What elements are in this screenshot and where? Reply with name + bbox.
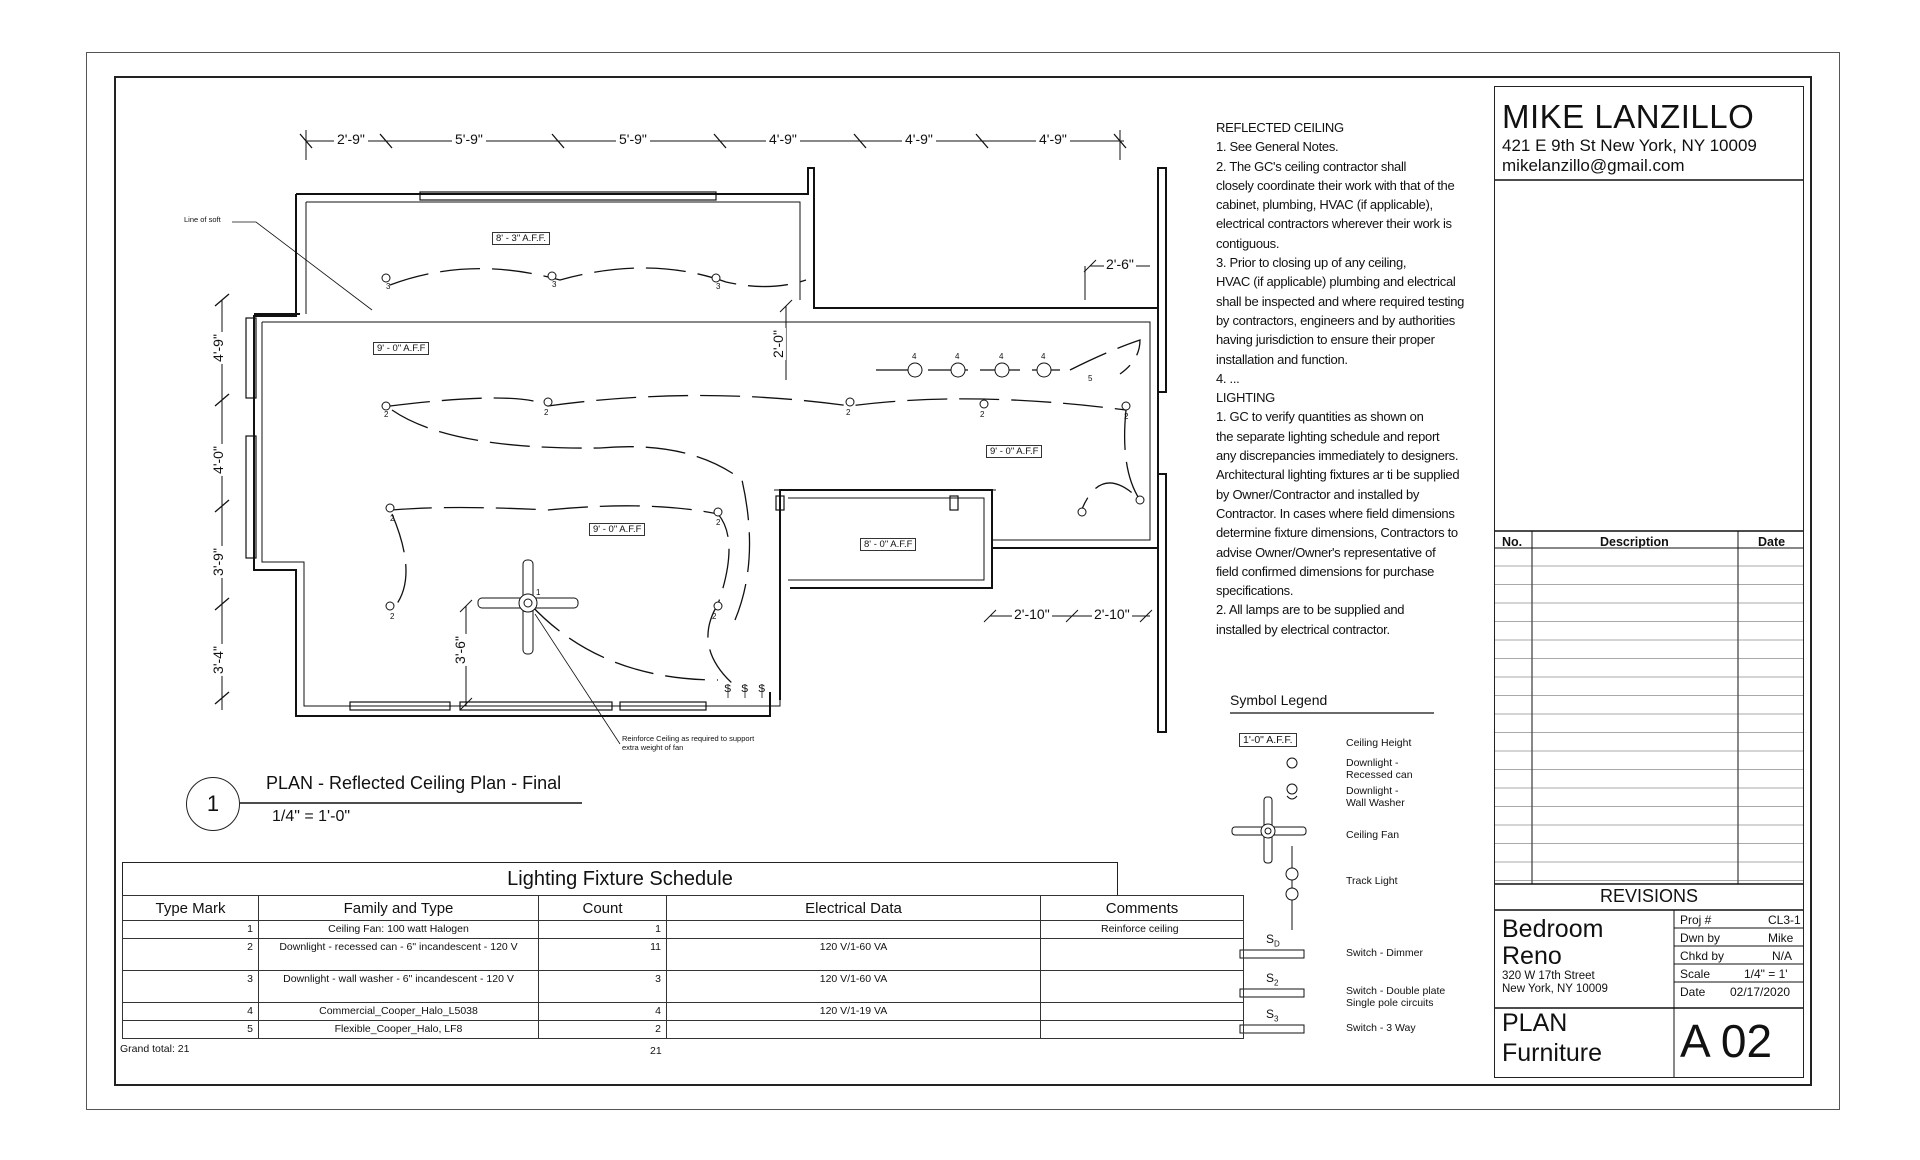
schedule-cell: Commercial_Cooper_Halo_L5038 <box>259 1003 539 1021</box>
note-line: HVAC (if applicable) plumbing and electrical <box>1216 274 1456 290</box>
scale-value: 1/4" = 1' <box>1744 967 1788 981</box>
schedule-footer <box>122 1039 1118 1059</box>
mark-2-g: 2 <box>716 518 721 527</box>
fixture-track-2 <box>951 363 965 377</box>
mark-2-c: 2 <box>846 408 851 417</box>
legend-label-wash-1: Downlight - <box>1346 785 1399 797</box>
mark-4-d: 4 <box>1041 352 1046 361</box>
schedule-cell: Flexible_Cooper_Halo, LF8 <box>259 1021 539 1039</box>
schedule-cell: Downlight - recessed can - 6" incandescent - 120 V <box>259 939 539 971</box>
wall-upper-left <box>254 194 770 716</box>
switch-leg-track <box>1070 340 1140 374</box>
ceiling-fan-symbol <box>478 560 578 654</box>
mark-1: 1 <box>536 588 541 597</box>
note-line: electrical contractors wherever their work is <box>1216 216 1452 232</box>
dim-left-1: 4'-9" <box>209 334 226 362</box>
schedule-cell <box>667 1021 1041 1039</box>
note-line: specifications. <box>1216 583 1294 599</box>
switch-leg-right <box>1080 410 1140 514</box>
note-line: by contractors, engineers and by authorities <box>1216 312 1455 328</box>
note-line: advise Owner/Owner's representative of <box>1216 544 1436 560</box>
legend-label-track: Track Light <box>1346 875 1398 887</box>
mark-2-a: 2 <box>384 410 389 419</box>
legend-label-dimmer: Switch - Dimmer <box>1346 947 1424 959</box>
note-line: 2. All lamps are to be supplied and <box>1216 602 1405 618</box>
fixture-can-2 <box>544 398 552 406</box>
legend-switch-s-3: $S_3$ <box>1266 1007 1279 1024</box>
note-line: REFLECTED CEILING <box>1216 120 1344 135</box>
dim-top-6: 4'-9" <box>1036 131 1070 147</box>
mark-2-f: 2 <box>390 514 395 523</box>
schedule-header-count: Count <box>539 896 667 921</box>
mark-2-e: 2 <box>1124 412 1129 421</box>
note-line: LIGHTING <box>1216 390 1275 406</box>
mark-3-c: 3 <box>716 282 721 291</box>
revision-header-description: Description <box>1600 535 1669 549</box>
legend-ceiling-tag: 1'-0" A.F.F. <box>1239 733 1297 747</box>
wall-left-inner <box>262 322 780 706</box>
mark-5: 5 <box>1088 374 1093 383</box>
note-line: shall be inspected and where required testing <box>1216 293 1465 309</box>
legend-switch-s-2: $S_2$ <box>1266 971 1279 988</box>
schedule-header-electrical: Electrical Data <box>667 896 1041 921</box>
mark-4-a: 4 <box>912 352 917 361</box>
wall-upper-room <box>296 168 1158 308</box>
schedule-cell <box>1041 1021 1244 1039</box>
revisions-title: REVISIONS <box>1599 886 1699 906</box>
sheet-number: A 02 <box>1680 1015 1773 1067</box>
view-scale: 1/4" = 1'-0" <box>272 808 351 825</box>
schedule-cell <box>1041 971 1244 1003</box>
note-line: installation and function. <box>1216 351 1348 367</box>
legend-label-double-1: Switch - Double plate <box>1346 985 1446 997</box>
leader-soffit <box>232 222 372 310</box>
schedule-header-type-mark: Type Mark <box>123 896 259 921</box>
schedule-cell <box>1041 939 1244 971</box>
dim-top-5: 4'-9" <box>902 131 936 147</box>
note-line: by Owner/Contractor and installed by <box>1216 486 1420 502</box>
note-line: contiguous. <box>1216 235 1280 251</box>
legend-label-fan: Ceiling Fan <box>1346 829 1400 841</box>
scale-label: Scale <box>1680 967 1711 981</box>
legend-label-double-2: Single pole circuits <box>1346 997 1434 1009</box>
chkd-label: Chkd by <box>1680 949 1725 963</box>
firm-name: MIKE LANZILLO <box>1502 98 1755 135</box>
schedule-grand-total: Grand total: 21 <box>120 1043 190 1055</box>
note-line: cabinet, plumbing, HVAC (if applicable), <box>1216 197 1433 213</box>
wall-east-b <box>1158 474 1166 732</box>
note-line: any discrepancies immediately to designers. <box>1216 448 1459 464</box>
switch-symbol-1: S <box>724 683 732 695</box>
legend-label-wash-2: Wall Washer <box>1346 797 1405 809</box>
dim-top-1: 2'-9" <box>334 131 368 147</box>
schedule-cell: 1 <box>123 921 259 939</box>
firm-email: mikelanzillo@gmail.com <box>1502 156 1685 175</box>
dwn-value: Mike <box>1768 931 1794 945</box>
legend-title: Symbol Legend <box>1230 692 1328 708</box>
schedule-cell: Reinforce ceiling <box>1041 921 1244 939</box>
firm-address: 421 E 9th St New York, NY 10009 <box>1502 136 1757 155</box>
lighting-fixture-schedule <box>120 862 1179 1059</box>
dim-left-2: 4'-0" <box>209 446 226 474</box>
schedule-cell: 120 V/1-60 VA <box>667 971 1041 1003</box>
schedule-cell: 4 <box>123 1003 259 1021</box>
project-name-line-2: Reno <box>1502 942 1562 970</box>
revision-header-date: Date <box>1758 535 1786 549</box>
schedule-row <box>123 1003 1244 1021</box>
note-line: closely coordinate their work with that of the <box>1216 177 1455 193</box>
schedule-cell: 2 <box>123 939 259 971</box>
note-line: the separate lighting schedule and report <box>1216 428 1440 444</box>
schedule-cell: 4 <box>539 1003 667 1021</box>
legend-switch-3way-icon <box>1240 1025 1304 1033</box>
wall-closet <box>780 490 992 700</box>
date-label: Date <box>1680 985 1706 999</box>
fixture-track-3 <box>995 363 1009 377</box>
project-address-line-1: 320 W 17th Street <box>1502 970 1595 982</box>
dim-2-6: 2'-6" <box>1106 256 1134 272</box>
schedule-header-family: Family and Type <box>259 896 539 921</box>
wall-right <box>992 308 1158 548</box>
date-value: 02/17/2020 <box>1730 985 1791 999</box>
schedule-cell: 3 <box>539 971 667 1003</box>
leader-reinforce <box>535 614 620 744</box>
dim-top-3: 5'-9" <box>616 131 650 147</box>
legend-recessed-icon <box>1287 758 1297 768</box>
legend-switch-dimmer-icon <box>1240 950 1304 958</box>
schedule-header-comments: Comments <box>1041 896 1244 921</box>
fixture-track-1 <box>908 363 922 377</box>
legend-wash-icon <box>1287 784 1297 794</box>
note-line: installed by electrical contractor. <box>1216 621 1390 637</box>
mark-3-a: 3 <box>386 282 391 291</box>
schedule-table <box>122 895 1244 1039</box>
note-line: Architectural lighting fixtures ar ti be supplied <box>1216 467 1460 483</box>
note-line: determine fixture dimensions, Contractors to <box>1216 525 1458 541</box>
schedule-total-count: 21 <box>650 1045 662 1057</box>
mark-3-b: 3 <box>552 280 557 289</box>
chkd-value: N/A <box>1772 949 1793 963</box>
fixture-can-8 <box>386 602 394 610</box>
fixture-can-10 <box>1078 508 1086 516</box>
note-line: Contractor. In cases where field dimensions <box>1216 505 1455 521</box>
sheet-title <box>1502 1008 1602 1068</box>
mark-4-b: 4 <box>955 352 960 361</box>
project-address <box>1502 970 1608 996</box>
note-line: 1. See General Notes. <box>1216 139 1339 155</box>
legend-label-3way: Switch - 3 Way <box>1346 1022 1416 1034</box>
schedule-row <box>123 971 1244 1003</box>
schedule-row <box>123 921 1244 939</box>
switch-symbol-3: S <box>758 683 766 695</box>
note-line: 1. GC to verify quantities as shown on <box>1216 409 1424 425</box>
schedule-cell <box>1041 1003 1244 1021</box>
fixture-can-4 <box>980 400 988 408</box>
dim-left-4: 3'-4" <box>209 646 226 674</box>
mark-2-i: 2 <box>712 612 717 621</box>
reinforce-note-1: Reinforce Ceiling as required to support <box>622 734 755 743</box>
schedule-cell: 120 V/1-60 VA <box>667 939 1041 971</box>
fixture-can-7 <box>714 508 722 516</box>
fixture-can-9 <box>714 602 722 610</box>
project-name-line-1: Bedroom <box>1502 915 1604 943</box>
legend-track-icon <box>1286 846 1298 930</box>
schedule-row <box>123 1021 1244 1039</box>
view-number-bubble: 1 <box>186 777 240 831</box>
proj-label: Proj # <box>1680 913 1712 927</box>
switch-leg-main-4 <box>392 514 406 610</box>
ceiling-tag-1: 8' - 3" A.F.F. <box>492 232 550 245</box>
fixture-can-3 <box>846 398 854 406</box>
legend-label-recessed-1: Downlight - <box>1346 757 1399 769</box>
schedule-cell: 11 <box>539 939 667 971</box>
schedule-cell <box>667 921 1041 939</box>
schedule-row <box>123 939 1244 971</box>
dim-left-3: 3'-9" <box>209 548 226 576</box>
dim-3-6: 3'-6" <box>451 636 468 664</box>
note-line: 2. The GC's ceiling contractor shall <box>1216 158 1407 174</box>
schedule-cell: 1 <box>539 921 667 939</box>
switch-leg-main-1 <box>390 396 1126 411</box>
switch-leg-fan <box>530 604 718 680</box>
dim-top-4: 4'-9" <box>766 131 800 147</box>
sheet-title-line-2: Furniture <box>1502 1039 1603 1067</box>
view-title: PLAN - Reflected Ceiling Plan - Final <box>266 773 562 793</box>
legend-label-recessed-2: Recessed can <box>1346 769 1413 781</box>
switch-leg-upper <box>390 268 806 287</box>
project-name <box>1502 916 1603 970</box>
ceiling-tag-3: 9' - 0" A.F.F <box>986 445 1042 458</box>
fixture-track-4 <box>1037 363 1051 377</box>
ceiling-tag-4: 9' - 0" A.F.F <box>589 523 645 536</box>
project-address-line-2: New York, NY 10009 <box>1502 983 1608 995</box>
note-line: field confirmed dimensions for purchase <box>1216 563 1435 579</box>
dim-2-10-a: 2'-10" <box>1014 606 1050 622</box>
schedule-cell: 3 <box>123 971 259 1003</box>
mark-2-d: 2 <box>980 410 985 419</box>
schedule-cell: Ceiling Fan: 100 watt Halogen <box>259 921 539 939</box>
schedule-cell: Downlight - wall washer - 6" incandescent - 120 V <box>259 971 539 1003</box>
note-line: 3. Prior to closing up of any ceiling, <box>1216 255 1407 271</box>
mark-2-b: 2 <box>544 408 549 417</box>
legend-label-ceiling-height: Ceiling Height <box>1346 737 1412 749</box>
fixture-can-6 <box>386 504 394 512</box>
schedule-cell: 120 V/1-19 VA <box>667 1003 1041 1021</box>
fixture-wash-1 <box>382 274 390 282</box>
legend-switch-double-icon <box>1240 989 1304 997</box>
dim-top-2: 5'-9" <box>452 131 486 147</box>
mark-4-c: 4 <box>999 352 1004 361</box>
schedule-cell: 2 <box>539 1021 667 1039</box>
note-line: having jurisdiction to ensure their proper <box>1216 332 1435 348</box>
proj-value: CL3-1 <box>1768 913 1801 927</box>
reinforce-note-2: extra weight of fan <box>622 743 684 752</box>
dwn-label: Dwn by <box>1680 931 1721 945</box>
legend-switch-s-d: $S_D$ <box>1266 932 1280 949</box>
revision-header-no: No. <box>1502 535 1523 549</box>
dim-2-0: 2'-0" <box>769 330 786 358</box>
legend-fan-icon <box>1232 797 1306 863</box>
sheet-title-line-1: PLAN <box>1502 1009 1568 1037</box>
switch-leg-main-2 <box>392 410 750 620</box>
dim-2-10-b: 2'-10" <box>1094 606 1130 622</box>
fixture-can-1 <box>382 402 390 410</box>
schedule-cell: 5 <box>123 1021 259 1039</box>
schedule-title: Lighting Fixture Schedule <box>122 862 1118 895</box>
label-line-of-soffit: Line of soft <box>184 215 221 224</box>
wall-east-a <box>1158 168 1166 392</box>
note-line: 4. ... <box>1216 370 1240 386</box>
fixture-can-5 <box>1122 402 1130 410</box>
mark-2-h: 2 <box>390 612 395 621</box>
fixture-can-11 <box>1136 496 1144 504</box>
fixture-wash-2 <box>548 272 556 280</box>
fixture-wash-3 <box>712 274 720 282</box>
ceiling-tag-2: 9' - 0" A.F.F <box>373 342 429 355</box>
ceiling-tag-5: 8' - 0" A.F.F <box>860 538 916 551</box>
general-notes <box>1216 118 1486 639</box>
switch-symbol-2: S <box>741 683 749 695</box>
